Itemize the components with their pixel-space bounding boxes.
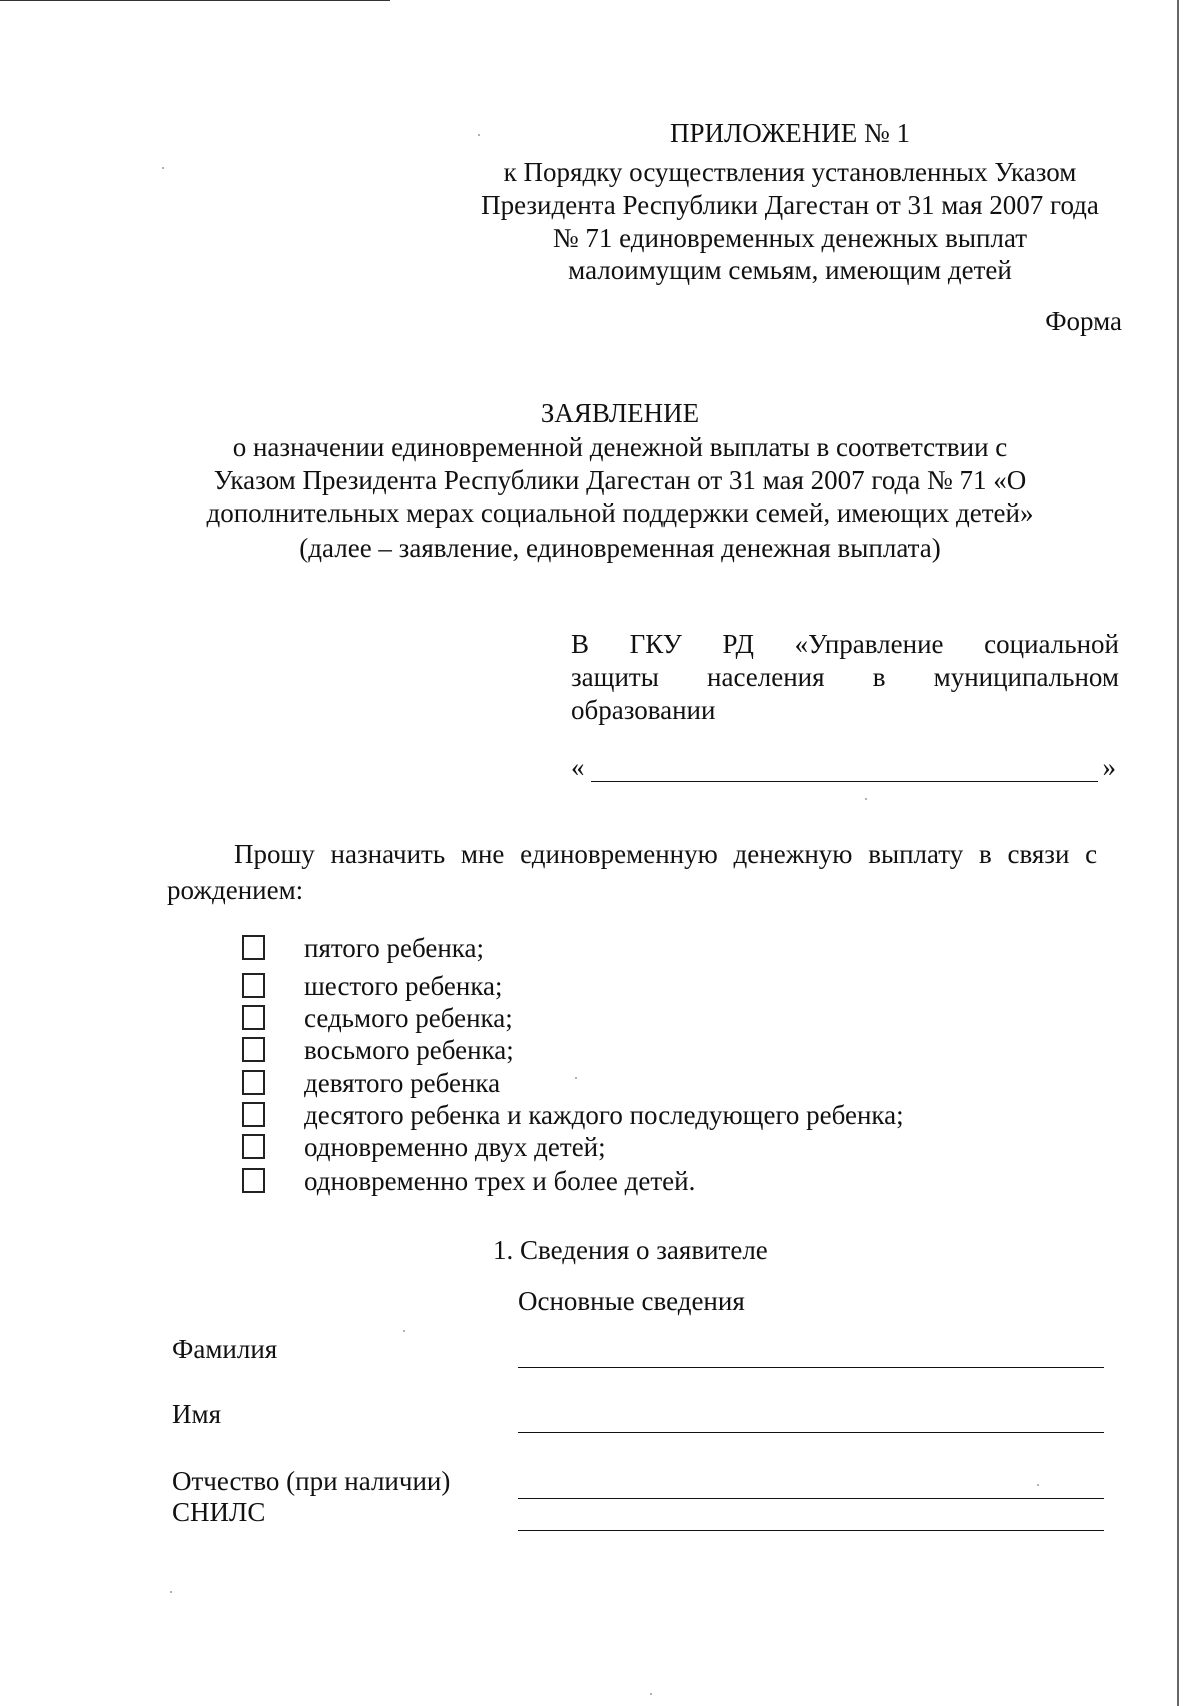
scan-speck <box>575 1077 577 1079</box>
request-continuation: рождением: <box>167 875 304 905</box>
checkbox[interactable] <box>242 1070 265 1095</box>
scan-speck <box>478 134 480 136</box>
section-subtitle: Основные сведения <box>518 1286 745 1316</box>
checkbox[interactable] <box>242 935 265 960</box>
snils-field[interactable] <box>518 1530 1104 1531</box>
statement-line: Указом Президента Республики Дагестан от 31 мая 2007 года № 71 «О <box>213 465 1027 495</box>
surname-field[interactable] <box>518 1367 1104 1368</box>
birth-option-label: одновременно трех и более детей. <box>304 1166 696 1196</box>
quote-open: « <box>571 752 585 782</box>
statement-line: дополнительных мерах социальной поддержки семей, имеющих детей» <box>206 498 1034 528</box>
addressee-word: населения <box>707 662 825 692</box>
birth-option-label: седьмого ребенка; <box>304 1003 513 1033</box>
birth-option-label: пятого ребенка; <box>304 933 484 963</box>
first-name-field[interactable] <box>518 1432 1104 1433</box>
birth-option-label: десятого ребенка и каждого последующего ребенка; <box>304 1100 904 1130</box>
addressee-word: ГКУ <box>629 629 682 659</box>
scan-right-edge <box>1177 0 1179 1706</box>
municipality-field[interactable] <box>571 752 1116 786</box>
addressee-word: в <box>872 662 886 692</box>
appendix-line: Президента Республики Дагестан от 31 мая 2007 года <box>481 190 1099 220</box>
snils-label: СНИЛС <box>172 1497 266 1527</box>
birth-option-label: восьмого ребенка; <box>304 1035 514 1065</box>
patronymic-field[interactable] <box>518 1498 1104 1499</box>
addressee-word: муниципальном <box>933 662 1119 692</box>
birth-option-label: девятого ребенка <box>304 1068 501 1098</box>
scan-speck <box>170 1591 172 1593</box>
scan-speck <box>162 167 164 169</box>
birth-option-label: шестого ребенка; <box>304 971 503 1001</box>
addressee-word: защиты <box>571 662 659 692</box>
checkbox[interactable] <box>242 973 265 998</box>
request-text: Прошу назначить мне единовременную денежную выплату в связи с <box>234 839 1098 869</box>
request-paragraph <box>167 836 1120 908</box>
first-name-label: Имя <box>172 1399 222 1429</box>
checkbox[interactable] <box>242 1005 265 1030</box>
appendix-line: к Порядку осуществления установленных Указом <box>503 157 1077 187</box>
patronymic-label: Отчество (при наличии) <box>172 1466 451 1496</box>
appendix-heading: ПРИЛОЖЕНИЕ № 1 <box>669 118 911 148</box>
addressee-line-1 <box>571 628 1119 661</box>
surname-label: Фамилия <box>172 1334 278 1364</box>
quote-close: » <box>1102 752 1116 782</box>
checkbox[interactable] <box>242 1134 265 1159</box>
scan-speck <box>403 1330 405 1332</box>
statement-line: (далее – заявление, единовременная денежная выплата) <box>299 533 941 563</box>
scan-top-edge <box>0 0 390 1</box>
section-title: 1. Сведения о заявителе <box>493 1235 768 1265</box>
statement-line: о назначении единовременной денежной выплаты в соответствии с <box>232 432 1008 462</box>
checkbox[interactable] <box>242 1037 265 1062</box>
scan-speck <box>865 798 867 800</box>
request-line-1 <box>167 836 1120 872</box>
addressee-word: «Управление <box>794 629 944 659</box>
scan-speck <box>1037 1484 1039 1486</box>
addressee-block <box>571 628 1119 727</box>
checkbox[interactable] <box>242 1102 265 1127</box>
addressee-line-3: образовании <box>571 695 716 725</box>
form-label: Форма <box>1045 306 1122 336</box>
statement-title: ЗАЯВЛЕНИЕ <box>540 398 700 428</box>
appendix-line: малоимущим семьям, имеющим детей <box>568 255 1012 285</box>
addressee-word: В <box>571 629 590 659</box>
municipality-blank-line[interactable] <box>591 781 1098 782</box>
addressee-word: социальной <box>984 629 1119 659</box>
birth-option-label: одновременно двух детей; <box>304 1132 606 1162</box>
addressee-word: РД <box>722 629 754 659</box>
scan-speck <box>650 1693 652 1695</box>
addressee-line-2 <box>571 661 1119 694</box>
checkbox[interactable] <box>242 1168 265 1193</box>
appendix-line: № 71 единовременных денежных выплат <box>552 223 1028 253</box>
